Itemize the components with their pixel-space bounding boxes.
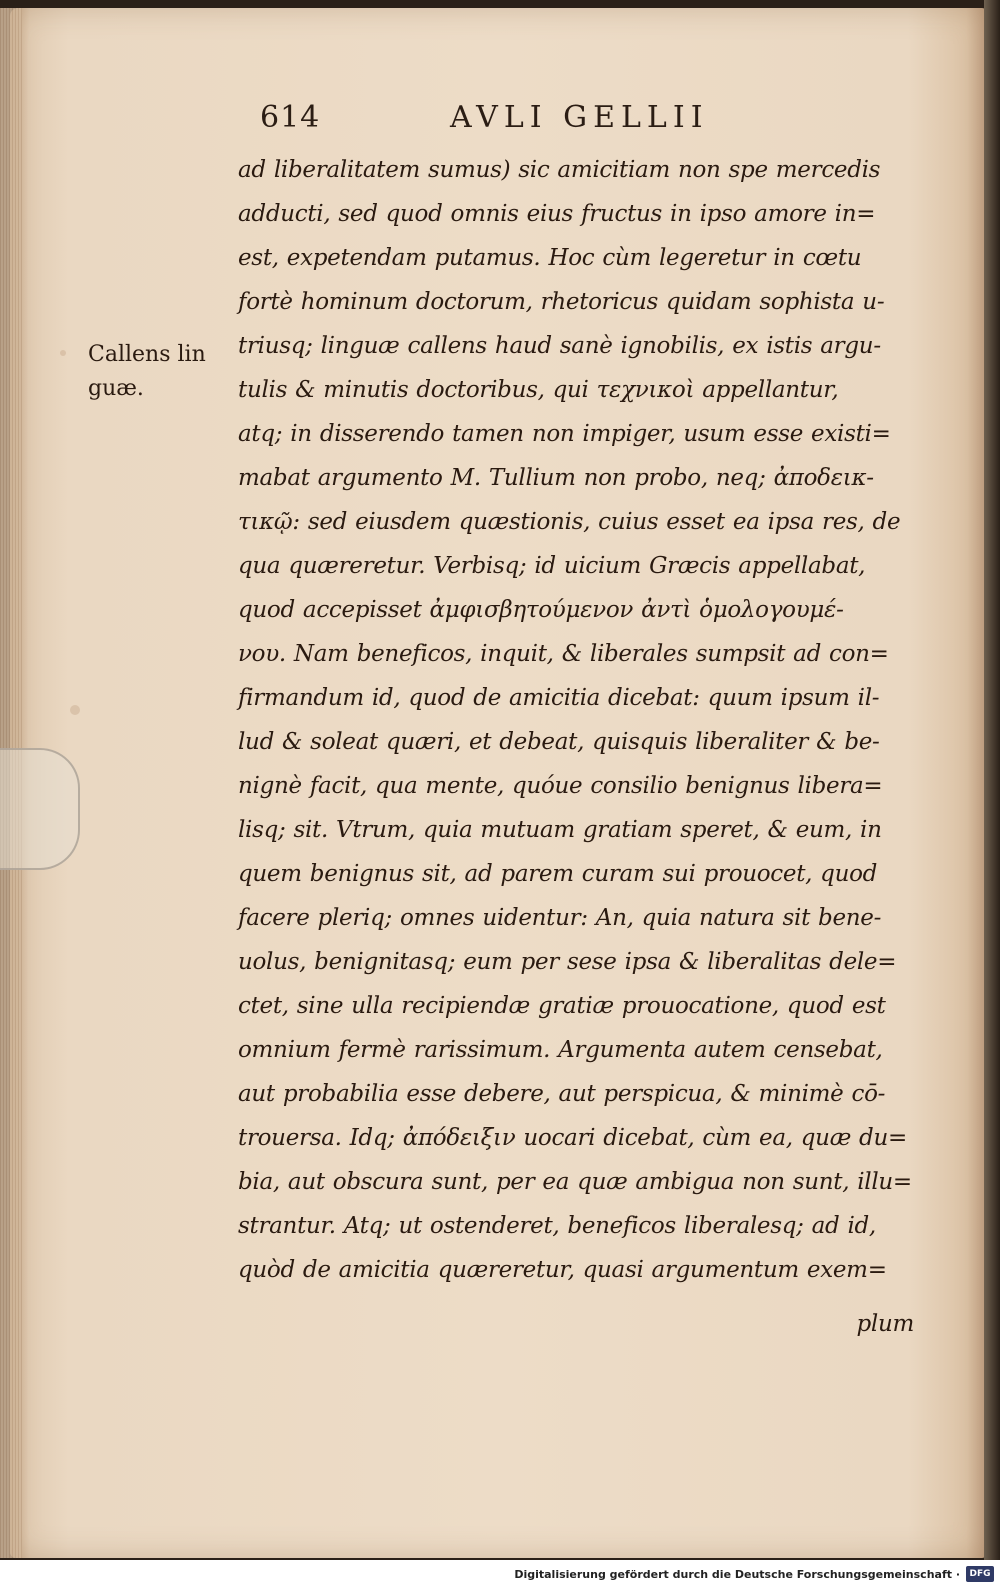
text-line: trouersa. Idq; ἀπόδειξιν uocari dicebat, cùm ea, quæ du= [238, 1125, 907, 1151]
body-text [238, 148, 928, 1346]
text-line: quem benignus sit, ad parem curam sui prouocet, quod [238, 861, 878, 887]
binding-shadow [984, 0, 1000, 1560]
text-line: omnium fermè rarissimum. Argumenta autem censebat, [238, 1037, 883, 1063]
text-line: νου. Nam beneficos, inquit, & liberales sumpsit ad con= [238, 641, 889, 667]
text-line: adducti, sed quod omnis eius fructus in ipso amore in= [238, 201, 876, 227]
text-line: lisq; sit. Vtrum, quia mutuam gratiam speret, & eum, in [238, 817, 882, 843]
dfg-logo-icon: DFG [966, 1566, 994, 1582]
text-line: quòd de amicitia quæreretur, quasi argumentum exem= [238, 1257, 887, 1283]
text-line: lud & soleat quæri, et debeat, quisquis liberaliter & be- [238, 729, 880, 755]
marginal-note-line: guæ. [88, 376, 144, 401]
text-line: quod accepisset ἀμφισβητούμενον ἀντὶ ὁμολογουμέ- [238, 597, 844, 623]
text-line: mabat argumento M. Tullium non probo, neq; ἀποδεικ- [238, 465, 874, 491]
marginal-note-line: Callens lin [88, 342, 206, 367]
catchword: plum [856, 1311, 914, 1337]
funding-credit: Digitalisierung gefördert durch die Deutsche Forschungsgemeinschaft · [514, 1568, 960, 1581]
running-head [240, 100, 920, 140]
text-line: bia, aut obscura sunt, per ea quæ ambigua non sunt, illu= [238, 1169, 912, 1195]
text-line: ad liberalitatem sumus) sic amicitiam non spe mercedis [238, 157, 881, 183]
marginal-note [88, 338, 238, 406]
running-title: AVLI GELLII [450, 100, 709, 135]
page-clip [0, 748, 80, 870]
text-line: nignè facit, qua mente, quóue consilio benignus libera= [238, 773, 883, 799]
page-number: 614 [260, 100, 321, 135]
text-line: tulis & minutis doctoribus, qui τεχνικοὶ appellantur, [238, 377, 839, 403]
text-line: aut probabilia esse debere, aut perspicua, & minimè cō- [238, 1081, 886, 1107]
footer-bar [0, 1560, 1000, 1590]
text-line: fortè hominum doctorum, rhetoricus quidam sophista u- [238, 289, 885, 315]
text-line: strantur. Atq; ut ostenderet, beneficos liberalesq; ad id, [238, 1213, 876, 1239]
text-line: uolus, benignitasq; eum per sese ipsa & liberalitas dele= [238, 949, 897, 975]
paper-stain [60, 350, 66, 356]
paper-stain [70, 705, 80, 715]
text-line: qua quæreretur. Verbisq; id uicium Græcis appellabat, [238, 553, 866, 579]
text-line: τικῷ: sed eiusdem quæstionis, cuius esset ea ipsa res, de [238, 509, 901, 535]
text-line: ctet, sine ulla recipiendæ gratiæ prouocatione, quod est [238, 993, 886, 1019]
text-line: est, expetendam putamus. Hoc cùm legeretur in cœtu [238, 245, 862, 271]
text-line: facere pleriq; omnes uidentur: An, quia natura sit bene- [238, 905, 882, 931]
text-line: atq; in disserendo tamen non impiger, usum esse existi= [238, 421, 891, 447]
text-line: firmandum id, quod de amicitia dicebat: quum ipsum il- [238, 685, 880, 711]
text-line: triusq; linguæ callens haud sanè ignobilis, ex istis argu- [238, 333, 881, 359]
